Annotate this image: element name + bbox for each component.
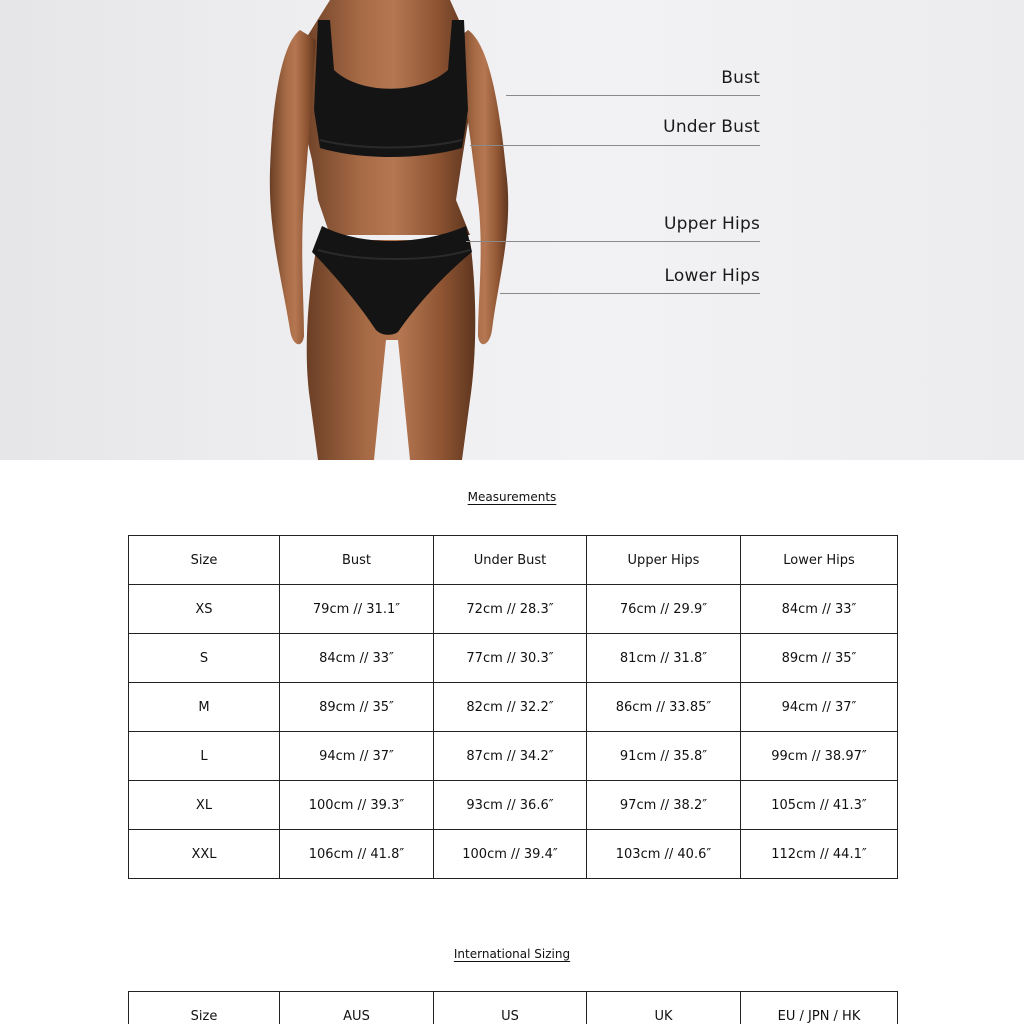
header-cell: Size: [129, 992, 280, 1024]
table-cell: 100cm // 39.3″: [280, 781, 434, 830]
table-cell: 94cm // 37″: [280, 732, 434, 781]
lower-hips-label: Lower Hips: [664, 266, 760, 286]
table-cell: 100cm // 39.4″: [434, 830, 587, 879]
table-cell: 106cm // 41.8″: [280, 830, 434, 879]
table-row: [129, 634, 898, 683]
model-silhouette: [0, 0, 1024, 460]
table-cell: 72cm // 28.3″: [434, 585, 587, 634]
header-cell: US: [434, 992, 587, 1024]
table-cell: 99cm // 38.97″: [741, 732, 898, 781]
table-cell: 87cm // 34.2″: [434, 732, 587, 781]
table-cell: 94cm // 37″: [741, 683, 898, 732]
size-cell: XS: [129, 585, 280, 634]
table-row: [129, 585, 898, 634]
header-cell: Under Bust: [434, 536, 587, 585]
table-row: [129, 830, 898, 879]
bust-guide-line: [506, 95, 760, 96]
model-photo: [0, 0, 1024, 460]
table-cell: 97cm // 38.2″: [587, 781, 741, 830]
table-cell: 84cm // 33″: [280, 634, 434, 683]
measurements-table: [128, 535, 898, 879]
lower-hips-guide-line: [500, 293, 760, 294]
table-cell: 91cm // 35.8″: [587, 732, 741, 781]
table-cell: 86cm // 33.85″: [587, 683, 741, 732]
table-cell: 93cm // 36.6″: [434, 781, 587, 830]
upper-hips-label: Upper Hips: [663, 214, 760, 234]
table-cell: 79cm // 31.1″: [280, 585, 434, 634]
header-cell: Upper Hips: [587, 536, 741, 585]
header-cell: EU / JPN / HK: [741, 992, 898, 1024]
bust-label: Bust: [721, 68, 760, 88]
table-header-row: [129, 536, 898, 585]
table-cell: 77cm // 30.3″: [434, 634, 587, 683]
table-row: [129, 683, 898, 732]
measurements-title: Measurements: [467, 490, 557, 504]
table-cell: 112cm // 44.1″: [741, 830, 898, 879]
upper-hips-guide-line: [466, 241, 760, 242]
table-cell: 82cm // 32.2″: [434, 683, 587, 732]
size-cell: XXL: [129, 830, 280, 879]
header-cell: Lower Hips: [741, 536, 898, 585]
table-cell: 84cm // 33″: [741, 585, 898, 634]
table-row: [129, 781, 898, 830]
table-cell: 89cm // 35″: [280, 683, 434, 732]
size-cell: L: [129, 732, 280, 781]
table-cell: 103cm // 40.6″: [587, 830, 741, 879]
under-bust-label: Under Bust: [663, 117, 760, 137]
table-cell: 105cm // 41.3″: [741, 781, 898, 830]
header-cell: Bust: [280, 536, 434, 585]
under-bust-guide-line: [470, 145, 760, 146]
international-sizing-table: [128, 991, 898, 1024]
header-cell: UK: [587, 992, 741, 1024]
size-cell: M: [129, 683, 280, 732]
international-sizing-title: International Sizing: [453, 947, 571, 961]
size-cell: S: [129, 634, 280, 683]
table-row: [129, 732, 898, 781]
table-cell: 81cm // 31.8″: [587, 634, 741, 683]
header-cell: AUS: [280, 992, 434, 1024]
table-header-row: [129, 992, 898, 1024]
size-cell: XL: [129, 781, 280, 830]
table-cell: 76cm // 29.9″: [587, 585, 741, 634]
header-cell: Size: [129, 536, 280, 585]
table-cell: 89cm // 35″: [741, 634, 898, 683]
